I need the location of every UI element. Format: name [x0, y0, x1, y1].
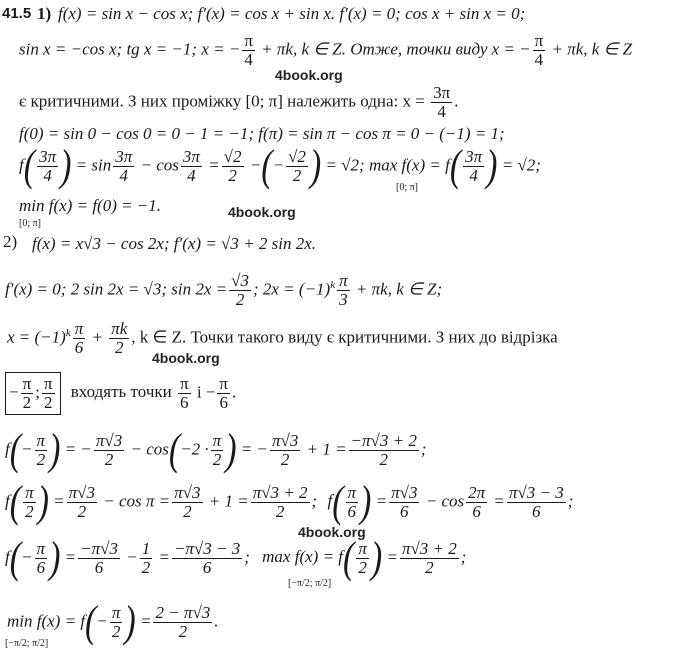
paren-open: (: [168, 425, 181, 474]
line-2-part-b: + πk, k ∈ Z. Отже, точки виду x = −: [256, 39, 531, 59]
text: ; 2x = (−1): [253, 279, 331, 299]
text: =: [208, 155, 220, 175]
fraction-sqrt2-over-2: [222, 148, 244, 185]
fraction-result: [251, 484, 310, 521]
denominator: 2: [141, 558, 151, 577]
numerator: π: [339, 271, 348, 290]
paren-open: (: [261, 141, 273, 190]
minus: −: [272, 155, 285, 175]
numerator: √3: [231, 271, 249, 290]
line-6: min f(x) = f(0) = −1.: [19, 196, 162, 215]
denominator: 2: [22, 393, 32, 412]
paren-close: ): [486, 141, 498, 190]
denominator: 6: [94, 558, 104, 577]
minus: −: [21, 547, 33, 567]
fraction-pi-over-6: [73, 320, 86, 357]
text: і: [196, 382, 202, 402]
paren-close: ): [37, 477, 49, 526]
paren-open: (: [343, 533, 355, 582]
text: =: [158, 547, 170, 567]
numerator: π: [219, 374, 228, 393]
paren-close: ): [309, 141, 322, 190]
denominator: 3: [339, 290, 348, 309]
fraction-sqrt2-over-2: [286, 148, 308, 185]
paren-close: ): [60, 141, 72, 190]
denominator: 2: [178, 622, 188, 641]
text: = sin: [75, 155, 112, 175]
paren-close: ): [360, 477, 372, 526]
numerator: π: [22, 374, 32, 393]
text: + 1 =: [306, 439, 347, 459]
fraction-pisqrt3-over-2: [94, 432, 124, 469]
superscript-k: k: [65, 326, 71, 339]
text: =: [386, 547, 398, 567]
fraction-pi-over-4-b: [533, 32, 546, 69]
f-symbol: f: [5, 439, 10, 459]
period: .: [214, 611, 219, 631]
denominator: 2: [111, 622, 121, 641]
text: − cos: [130, 439, 169, 459]
text: + 1 =: [208, 491, 249, 511]
numerator: π√3: [95, 431, 123, 450]
denominator: 4: [119, 166, 128, 185]
text: входять точки: [70, 382, 172, 402]
denominator: 2: [115, 338, 124, 357]
numerator: π√3 + 2: [401, 539, 457, 558]
numerator: π√3 − 3: [508, 483, 564, 502]
numerator: π: [74, 319, 84, 338]
fraction-3pi-over-4: [113, 148, 134, 185]
fraction-pisqrt3-over-2: [172, 484, 202, 521]
line-2-part-a: sin x = −cos x; tg x = −1; x = −: [19, 39, 241, 59]
period: .: [232, 382, 237, 402]
line-4: f(0) = sin 0 − cos 0 = 0 − 1 = −1; f(π) = sin π − cos π = 0 − (−1) = 1;: [19, 124, 505, 143]
paren-close: ): [49, 533, 61, 582]
text: max f(x) = f: [262, 547, 344, 567]
fraction-3pi-over-4: [463, 148, 484, 185]
fraction-pisqrt3-over-6: [389, 484, 419, 521]
text: −2 ·: [180, 439, 209, 459]
paren-open: (: [23, 141, 36, 190]
fraction-3pi-over-4: [181, 148, 202, 185]
numerator: −π√3 + 2: [350, 431, 417, 450]
numerator: π: [36, 431, 46, 450]
denominator: 2: [275, 502, 285, 521]
semicolon: ;: [460, 547, 467, 567]
numerator: π√3: [174, 483, 201, 502]
numerator: 3π: [433, 83, 451, 102]
denominator: 2: [77, 502, 87, 521]
watermark: 4book.org: [152, 350, 220, 366]
paren-open: (: [449, 141, 462, 190]
f-symbol: f: [5, 547, 10, 567]
paren-open: (: [9, 533, 22, 582]
denominator: 2: [104, 450, 114, 469]
fraction-pi-over-6: [217, 375, 230, 412]
text: =: [53, 491, 65, 511]
text: =: [493, 491, 505, 511]
numerator: π: [347, 483, 357, 502]
part-2-label: 2): [3, 232, 18, 251]
fraction-pi-over-2: [356, 540, 369, 577]
line-9: $x = (-1)^k$ $\frac{\pi}{6}$ + $\frac{\pi k}{2}$ , k ∈ Z. Точки такого виду є критичними. З них до відрізка: [7, 319, 558, 357]
denominator: 4: [469, 166, 478, 185]
watermark: 4book.org: [228, 204, 296, 220]
text: , k ∈ Z. Точки такого виду є критичними. З них до відрізка: [131, 327, 558, 347]
minus: −: [9, 382, 19, 402]
text: =: [375, 491, 388, 511]
paren-open: (: [85, 597, 97, 646]
fraction-pi-over-2: [21, 375, 34, 412]
text: = √2; max f(x) = f: [325, 155, 450, 175]
denominator: 4: [244, 50, 253, 69]
paren-close: ): [370, 533, 383, 582]
minus: −: [205, 382, 216, 402]
watermark: 4book.org: [298, 524, 366, 540]
fraction-pi-over-2: [42, 375, 55, 412]
semicolon: ;: [311, 491, 318, 511]
text: = −: [240, 439, 268, 459]
fraction-1-over-2: [140, 540, 153, 577]
line-1: f(x) = sin x − cos x; f′(x) = cos x + sin x. f′(x) = 0; cos x + sin x = 0;: [58, 4, 526, 23]
text: + πk, k ∈ Z;: [351, 279, 443, 299]
line-2: [19, 32, 632, 69]
paren-close: ): [124, 597, 136, 646]
paren-open: (: [9, 425, 22, 474]
denominator: 6: [472, 502, 481, 521]
denominator: 2: [379, 450, 388, 469]
text: −: [126, 547, 138, 567]
fraction-3pi-over-4: [431, 84, 452, 121]
paren-open: (: [332, 477, 344, 526]
fraction-pi-over-2: [23, 484, 36, 521]
denominator: 6: [347, 502, 357, 521]
numerator: −π√3 − 3: [173, 539, 241, 558]
line-3: [19, 84, 458, 121]
fraction-pi-over-3: [337, 272, 350, 309]
superscript-k: k: [330, 278, 336, 291]
denominator: 2: [235, 290, 245, 309]
numerator: 3π: [465, 147, 483, 166]
numerator: π: [25, 483, 34, 502]
denominator: 4: [187, 166, 196, 185]
semicolon: ;: [244, 547, 250, 567]
fraction-result: [400, 540, 459, 577]
semicolon: ;: [567, 491, 574, 511]
denominator: 2: [228, 166, 237, 185]
denominator: 4: [43, 166, 52, 185]
numerator: π: [43, 374, 53, 393]
text: −: [249, 155, 262, 175]
denominator: 6: [219, 393, 228, 412]
text: − cos: [425, 491, 465, 511]
numerator: πk: [111, 319, 128, 338]
fraction-pik-over-2: [109, 320, 129, 357]
denominator: 2: [425, 558, 434, 577]
fraction-pi-over-6: [35, 540, 48, 577]
text: = −: [64, 439, 92, 459]
fraction-pisqrt3-over-2: [270, 432, 300, 469]
line-8: [5, 272, 442, 309]
semicolon: ;: [420, 439, 427, 459]
denominator: 4: [534, 50, 544, 69]
denominator: 6: [400, 502, 409, 521]
fraction-pisqrt3-over-2: [67, 484, 97, 521]
text: − cos π =: [103, 491, 171, 511]
numerator: 3π: [182, 147, 200, 166]
fraction-result: [349, 432, 419, 469]
text: x = (−1): [7, 327, 66, 347]
fraction-minus-pisqrt3-over-6: [78, 540, 120, 577]
denominator: 6: [74, 338, 84, 357]
text: − cos: [140, 155, 179, 175]
numerator: 3π: [115, 147, 133, 166]
fraction-pi-over-2: [211, 432, 224, 469]
denominator: 2: [183, 502, 192, 521]
watermark: 4book.org: [275, 67, 343, 83]
line-10: [5, 372, 236, 415]
denominator: 6: [36, 558, 46, 577]
period: .: [454, 91, 459, 111]
numerator: π: [179, 374, 189, 393]
minus: −: [96, 611, 108, 631]
numerator: π√3: [68, 483, 96, 502]
numerator: √2: [288, 147, 306, 166]
fraction-pi-over-2: [110, 604, 123, 641]
text: min f(x) = f: [7, 611, 86, 631]
f-symbol: f: [327, 491, 333, 511]
numerator: π: [111, 603, 121, 622]
numerator: 2π: [468, 483, 486, 502]
numerator: π√3 + 2: [252, 483, 308, 502]
denominator: 2: [358, 558, 367, 577]
denominator: 2: [280, 450, 290, 469]
numerator: π: [244, 31, 253, 50]
numerator: π√3: [271, 431, 299, 450]
text: =: [139, 611, 152, 631]
numerator: 2 − π√3: [155, 603, 211, 622]
numerator: π: [36, 539, 46, 558]
text: f′(x) = 0; 2 sin 2x = √3; sin 2x =: [5, 279, 228, 299]
paren-close: ): [225, 425, 237, 474]
max-subscript: [−π/2; π/2]: [288, 578, 332, 589]
problem-number: 41.5: [2, 5, 32, 22]
text: = √2;: [501, 155, 541, 175]
interval-bracket: [5, 372, 61, 415]
paren-open: (: [9, 477, 22, 526]
numerator: −π√3: [80, 539, 118, 558]
part-1-label: 1): [37, 4, 52, 23]
f-symbol: f: [19, 155, 24, 175]
fraction-result: [153, 604, 212, 641]
numerator: 1: [141, 539, 151, 558]
numerator: 3π: [39, 147, 57, 166]
denominator: 2: [292, 166, 302, 185]
line-3-text: є критичними. З них проміжку [0; π] належить одна: x =: [19, 91, 425, 111]
f-symbol: f: [5, 491, 10, 511]
line-11: [5, 425, 427, 474]
denominator: 6: [532, 502, 541, 521]
denominator: 6: [180, 393, 189, 412]
text: =: [64, 547, 77, 567]
numerator: π: [212, 431, 222, 450]
fraction-pi-over-6: [178, 375, 191, 412]
fraction-result: [172, 540, 242, 577]
fraction-pi-over-4: [242, 32, 255, 69]
numerator: π√3: [391, 483, 418, 502]
numerator: √2: [223, 147, 242, 166]
minus: −: [21, 439, 33, 459]
denominator: 4: [437, 102, 446, 121]
fraction-sqrt3-over-2: [229, 272, 251, 309]
semicolon: ;: [35, 382, 40, 402]
paren-close: ): [49, 425, 61, 474]
line-12: [5, 477, 574, 526]
fraction-pi-over-6: [346, 484, 359, 521]
fraction-2pi-over-6: [466, 484, 487, 521]
denominator: 2: [43, 393, 53, 412]
numerator: π: [358, 539, 367, 558]
denominator: 2: [25, 502, 34, 521]
denominator: 6: [202, 558, 212, 577]
min-subscript: [−π/2; π/2]: [5, 638, 49, 649]
min-subscript: [0; π]: [19, 218, 41, 229]
denominator: 2: [212, 450, 222, 469]
denominator: 2: [36, 450, 46, 469]
fraction-3pi-over-4: [37, 148, 58, 185]
max-subscript: [0; π]: [396, 182, 418, 193]
numerator: π: [534, 31, 544, 50]
fraction-pi-over-2: [35, 432, 48, 469]
line-13: [5, 533, 467, 582]
line-7: f(x) = x√3 − cos 2x; f′(x) = √3 + 2 sin 2x.: [32, 234, 316, 253]
line-2-part-c: + πk, k ∈ Z: [547, 39, 633, 59]
fraction-result: [507, 484, 566, 521]
